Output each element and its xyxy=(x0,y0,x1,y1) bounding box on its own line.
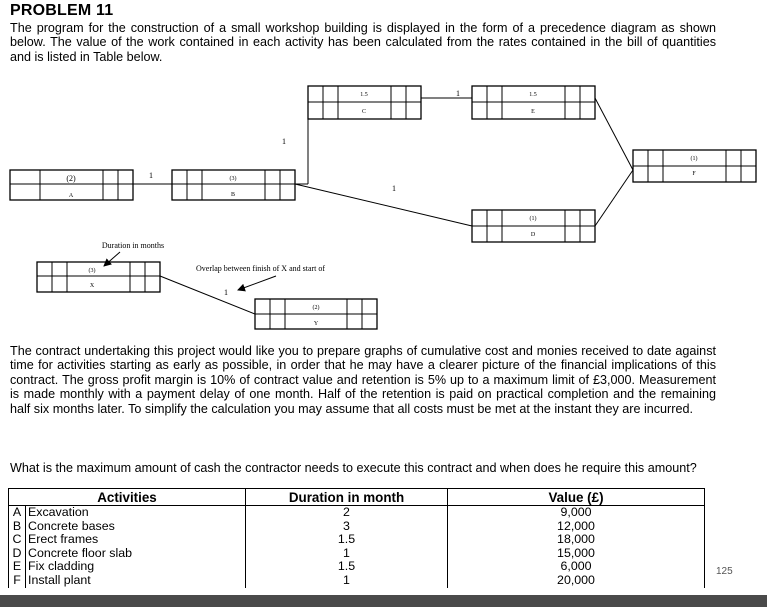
overlap-pointer-arrow xyxy=(238,276,276,290)
question-paragraph: What is the maximum amount of cash the contractor needs to execute this contract and when does he require this amount? xyxy=(10,461,697,475)
row-duration: 2 xyxy=(246,506,448,520)
activity-node-f xyxy=(633,150,756,182)
table-row xyxy=(9,547,705,561)
node-c-letter: C xyxy=(361,109,367,115)
link-b-d-label: 1 xyxy=(392,184,396,193)
row-value: 12,000 xyxy=(448,520,705,534)
row-activity: Concrete bases xyxy=(26,520,246,534)
row-activity: Concrete floor slab xyxy=(26,547,246,561)
node-b-duration: (3) xyxy=(229,176,237,182)
legend-overlap-label: Overlap between finish of X and start of xyxy=(196,264,326,273)
row-activity: Excavation xyxy=(26,506,246,520)
row-duration: 1.5 xyxy=(246,560,448,574)
legend-x-duration: (3) xyxy=(88,268,96,274)
row-duration: 1 xyxy=(246,574,448,588)
row-value: 18,000 xyxy=(448,533,705,547)
row-key: E xyxy=(9,560,26,574)
contract-paragraph: The contract undertaking this project would like you to prepare graphs of cumulative cost and monies received to date against time for activities starting as early as possible, in order that he may have a clearer picture of the financial implications of this contract. The gross profit margin is 10% of contract value and retention is 5% up to a maximum limit of £3,000. Measurement is made monthly with a payment delay of one month. Half of the retention is paid on practical completion and the remaining half six months later. To simplify the calculation you may assume that all costs must be met at the instant they are incurred. xyxy=(10,344,716,416)
table-row xyxy=(9,506,705,520)
page-number: 125 xyxy=(716,566,733,577)
header-duration: Duration in month xyxy=(246,489,448,506)
viewer-bottom-bar xyxy=(0,595,767,607)
legend-duration-label: Duration in months xyxy=(101,241,165,250)
link-c-e-label: 1 xyxy=(456,89,460,98)
link-b-c-label: 1 xyxy=(282,137,286,146)
activity-node-e xyxy=(472,86,595,119)
legend-overlap-value: 1 xyxy=(224,288,228,297)
table-row xyxy=(9,533,705,547)
row-key: C xyxy=(9,533,26,547)
row-value: 6,000 xyxy=(448,560,705,574)
activities-table xyxy=(8,488,705,588)
table-header-row xyxy=(9,489,705,506)
legend-x-letter: X xyxy=(89,283,95,289)
row-duration: 1 xyxy=(246,547,448,561)
row-activity: Erect frames xyxy=(26,533,246,547)
activity-node-b xyxy=(172,170,295,200)
header-value: Value (£) xyxy=(448,489,705,506)
table-row xyxy=(9,574,705,588)
node-e-duration: 1.5 xyxy=(529,92,537,98)
node-f-duration: (1) xyxy=(690,156,698,162)
row-key: A xyxy=(9,506,26,520)
row-value: 9,000 xyxy=(448,506,705,520)
row-key: B xyxy=(9,520,26,534)
node-a-duration: (2) xyxy=(66,174,76,183)
legend-y-duration: (2) xyxy=(312,305,320,311)
activity-node-a xyxy=(10,170,133,200)
node-a-letter: A xyxy=(68,193,74,199)
header-activities: Activities xyxy=(9,489,246,506)
node-c-duration: 1.5 xyxy=(360,92,368,98)
legend-y-letter: Y xyxy=(313,321,319,327)
legend-link-line xyxy=(160,276,255,314)
activity-node-c xyxy=(308,86,421,119)
row-activity: Fix cladding xyxy=(26,560,246,574)
table-row xyxy=(9,560,705,574)
activity-node-d xyxy=(472,210,595,242)
node-d-duration: (1) xyxy=(529,216,537,222)
row-duration: 3 xyxy=(246,520,448,534)
row-key: D xyxy=(9,547,26,561)
row-duration: 1.5 xyxy=(246,533,448,547)
legend-node-y xyxy=(255,299,377,329)
node-d-letter: D xyxy=(530,232,536,238)
table-row xyxy=(9,520,705,534)
link-a-b-label: 1 xyxy=(149,171,153,180)
row-value: 15,000 xyxy=(448,547,705,561)
problem-title: PROBLEM 11 xyxy=(10,2,114,19)
row-activity: Install plant xyxy=(26,574,246,588)
row-value: 20,000 xyxy=(448,574,705,588)
intro-paragraph: The program for the construction of a small workshop building is displayed in the form of a precedence diagram as shown below. The value of the work contained in each activity has been calculated from the rates contained in the bill of quantities and is listed in Table below. xyxy=(10,21,716,64)
node-b-letter: B xyxy=(230,192,236,198)
node-f-letter: F xyxy=(692,171,696,177)
legend-node-x xyxy=(37,262,160,292)
precedence-diagram xyxy=(0,80,767,342)
node-e-letter: E xyxy=(531,109,535,115)
row-key: F xyxy=(9,574,26,588)
